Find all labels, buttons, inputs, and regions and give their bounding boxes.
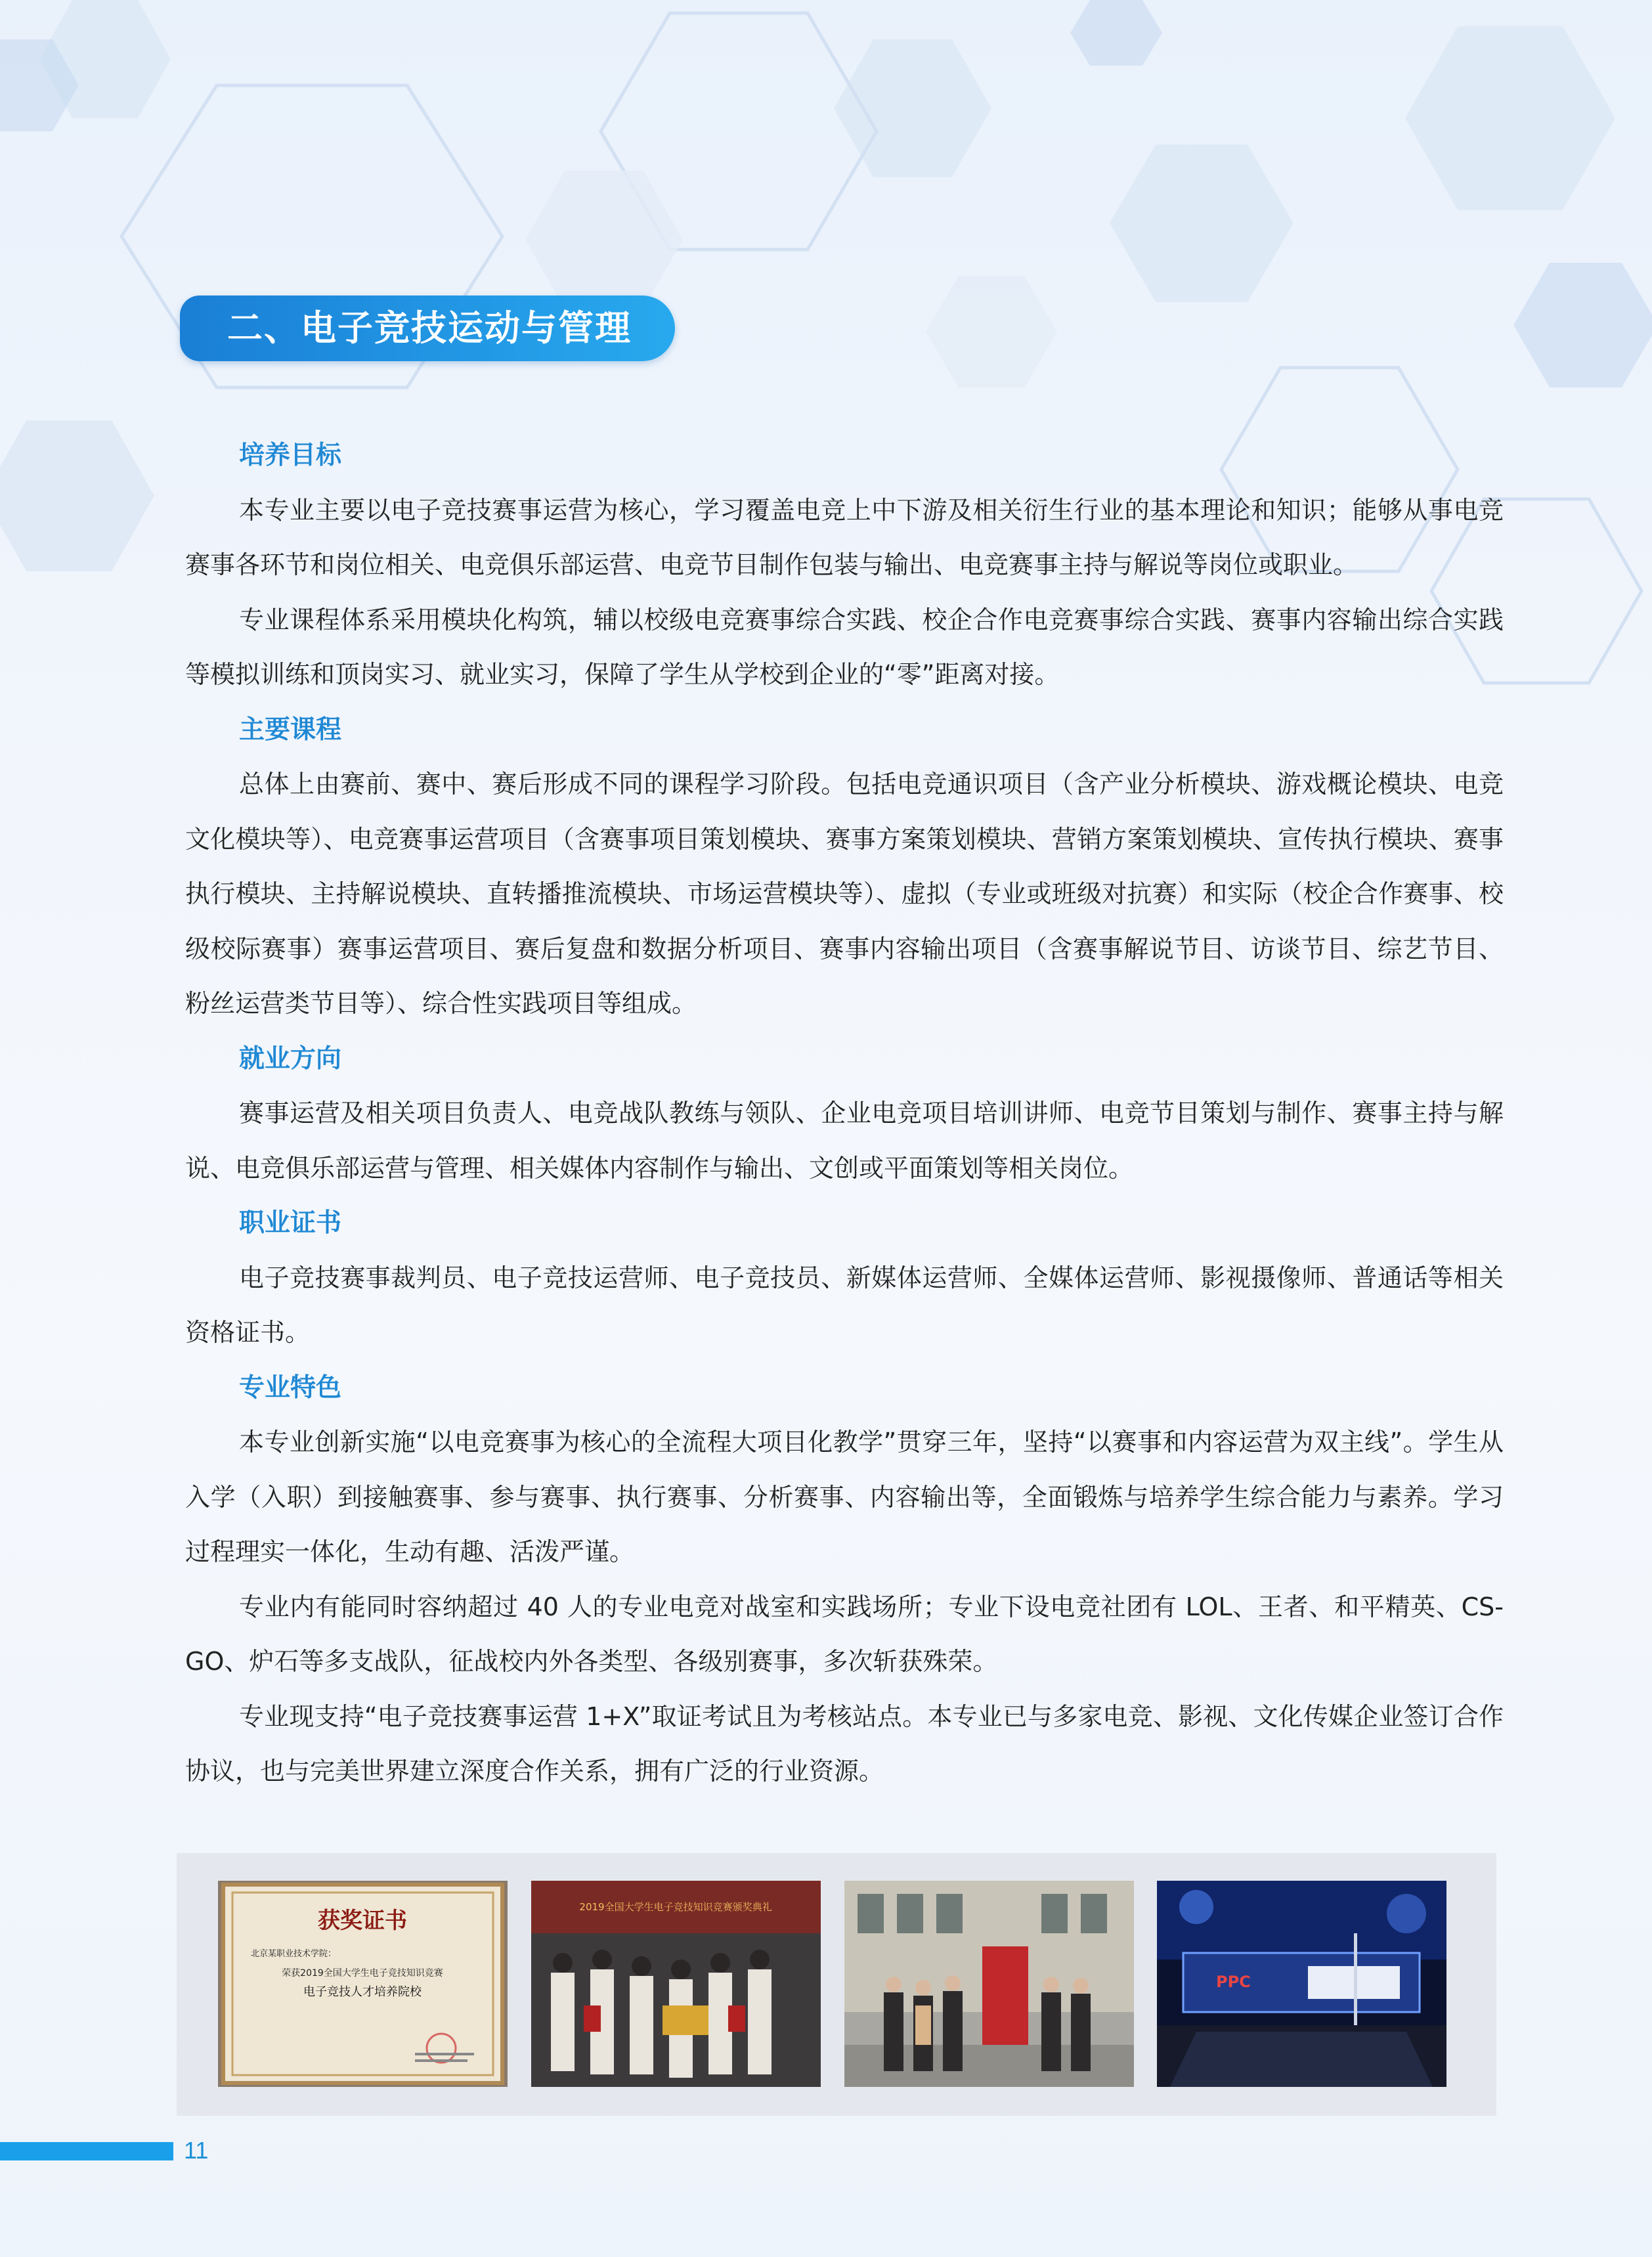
photo-strip [177, 1853, 1496, 2116]
certificate-photo [218, 1881, 508, 2087]
paragraph: 专业现支持“电子竞技赛事运营 1+X”取证考试且为考核站点。本专业已与多家电竞、影视、文化传媒企业签订合作协议，也与完美世界建立深度合作关系，拥有广泛的行业资源。 [185, 1701, 1504, 1786]
heading-certs: 职业证书 [239, 1208, 342, 1238]
certificate-line1: 荣获2019全国大学生电子竞技知识竞赛 [282, 1968, 443, 1979]
visit-photo [844, 1881, 1134, 2087]
main-text [185, 428, 1504, 1799]
certificate-title: 获奖证书 [318, 1908, 407, 1934]
certificate-line2: 电子竞技人才培养院校 [303, 1985, 422, 1999]
page-number: 11 [184, 2137, 209, 2164]
paragraph: 本专业主要以电子竞技赛事运营为核心，学习覆盖电竞上中下游及相关衍生行业的基本理论和知识；能够从事电竞赛事各环节和岗位相关、电竞俱乐部运营、电竞节目制作包装与输出、电竞赛事主持与解说等岗位或职业。 [185, 495, 1504, 579]
section-title [180, 296, 675, 361]
page-number-bar [0, 2142, 173, 2160]
stage-logo: PPC [1216, 1973, 1251, 1991]
paragraph: 专业课程体系采用模块化构筑，辅以校级电竞赛事综合实践、校企合作电竞赛事综合实践、赛事内容输出综合实践等模拟训练和顶岗实习、就业实习，保障了学生从学校到企业的“零”距离对接。 [185, 605, 1504, 689]
paragraph: 专业内有能同时容纳超过 40 人的专业电竞对战室和实践场所；专业下设电竞社团有 LOL、王者、和平精英、CS-GO、炉石等多支战队，征战校内外各类型、各级别赛事，多次斩获殊荣。 [185, 1592, 1504, 1676]
paragraph: 总体上由赛前、赛中、赛后形成不同的课程学习阶段。包括电竞通识项目（含产业分析模块、游戏概论模块、电竞文化模块等）、电竞赛事运营项目（含赛事项目策划模块、赛事方案策划模块、营销方案策划模块、宣传执行模块、赛事执行模块、主持解说模块、直转播推流模块、市场运营模块等）、虚拟（专业或班级对抗赛）和实际（校企合作赛事、校级校际赛事）赛事运营项目、赛后复盘和数据分析项目、赛事内容输出项目（含赛事解说节目、访谈节目、综艺节目、粉丝运营类节目等）、综合性实践项目等组成。 [185, 770, 1504, 1018]
paragraph: 赛事运营及相关项目负责人、电竞战队教练与领队、企业电竞项目培训讲师、电竞节目策划与制作、赛事主持与解说、电竞俱乐部运营与管理、相关媒体内容制作与输出、文创或平面策划等相关岗位。 [185, 1099, 1504, 1183]
ceremony-banner: 2019全国大学生电子竞技知识竞赛颁奖典礼 [579, 1901, 772, 1913]
stage-photo [1157, 1881, 1446, 2087]
ceremony-photo [531, 1881, 821, 2087]
certificate-school: 北京某职业技术学院： [251, 1949, 337, 1959]
heading-goal: 培养目标 [239, 441, 342, 470]
paragraph: 本专业创新实施“以电竞赛事为核心的全流程大项目化教学”贯穿三年，坚持“以赛事和内容运营为双主线”。学生从入学（入职）到接触赛事、参与赛事、执行赛事、分析赛事、内容输出等，全面锻炼与培养学生综合能力与素养。学习过程理实一体化，生动有趣、活泼严谨。 [185, 1428, 1504, 1566]
paragraph: 电子竞技赛事裁判员、电子竞技运营师、电子竞技员、新媒体运营师、全媒体运营师、影视摄像师、普通话等相关资格证书。 [185, 1263, 1504, 1347]
heading-features: 专业特色 [239, 1372, 342, 1403]
section-title-text: 二、电子竞技运动与管理 [227, 307, 632, 349]
heading-jobs: 就业方向 [239, 1043, 342, 1074]
heading-courses: 主要课程 [239, 714, 342, 745]
